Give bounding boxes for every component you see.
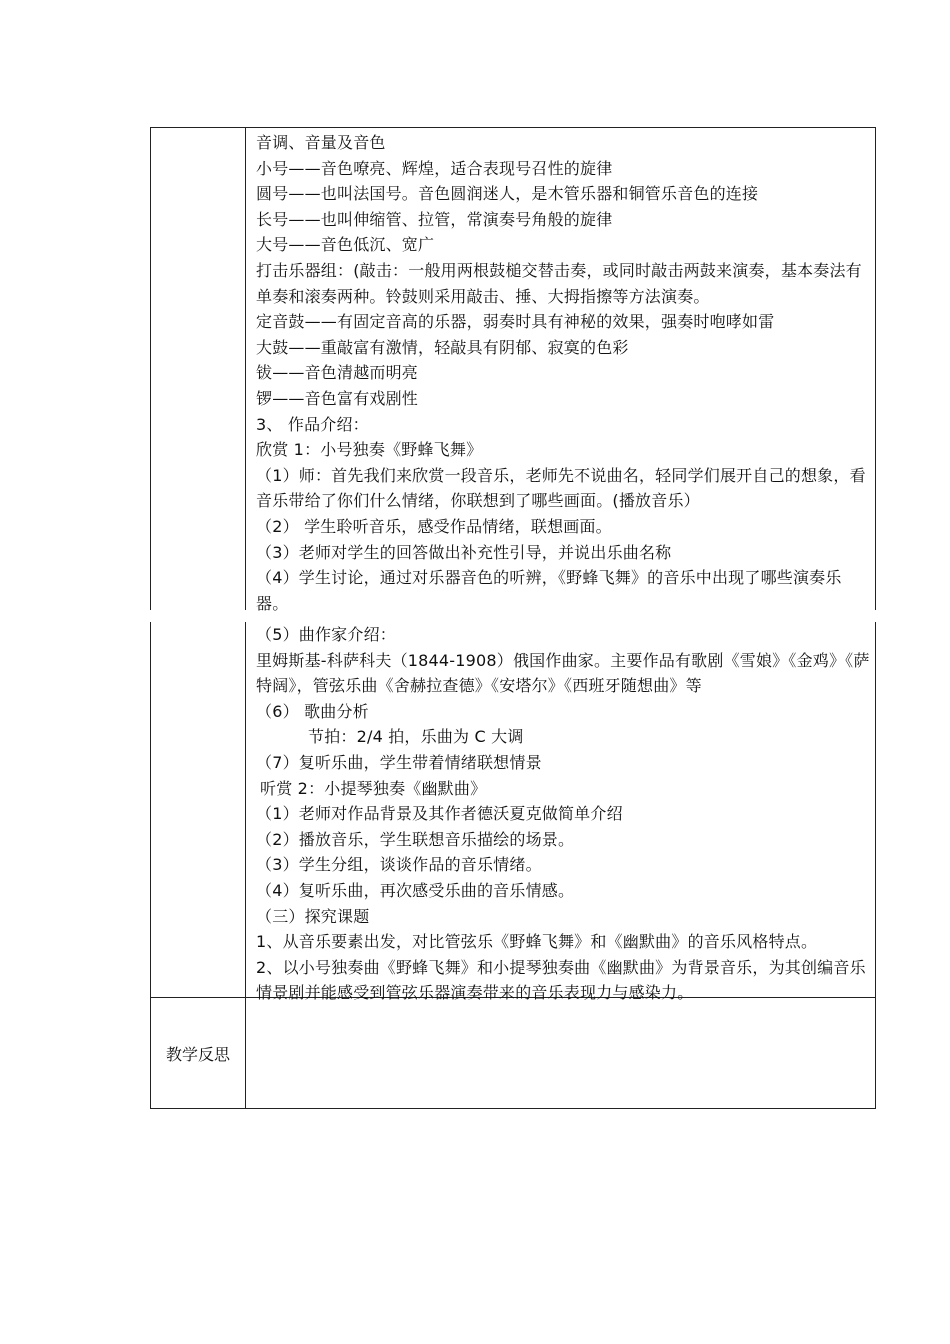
content-line: 1、从音乐要素出发，对比管弦乐《野蜂飞舞》和《幽默曲》的音乐风格特点。 <box>256 932 818 952</box>
content-line: 锣——音色富有戏剧性 <box>256 388 419 408</box>
content-line: 钹——音色清越而明亮 <box>256 363 419 383</box>
content-line: 2、以小号独奏曲《野蜂飞舞》和小提琴独奏曲《幽默曲》为背景音乐，为其创编音乐情景剧并能感受到管弦乐器演奏带来的音乐表现力与感染力。 <box>256 957 866 1003</box>
content-line: （4）学生讨论，通过对乐器音色的听辨，《野蜂飞舞》的音乐中出现了哪些演奏乐器。 <box>256 568 842 613</box>
content-line: 里姆斯基-科萨科夫（1844-1908）俄国作曲家。主要作品有歌剧《雪娘》《金鸡》《萨特阔》，管弦乐曲《舍赫拉查德》《安塔尔》《西班牙随想曲》等 <box>256 650 870 696</box>
content-line: （1）师：首先我们来欣赏一段音乐，老师先不说曲名，轻同学们展开自己的想象，看音乐带给了你们什么情绪，你联想到了哪些画面。(播放音乐） <box>256 465 866 511</box>
content-line: 听赏 2：小提琴独奏《幽默曲》 <box>260 778 487 798</box>
content-line: （3）老师对学生的回答做出补充性引导，并说出乐曲名称 <box>256 542 672 562</box>
column-divider <box>245 128 246 610</box>
content-line: 定音鼓——有固定音高的乐器，弱奏时具有神秘的效果，强奏时咆哮如雷 <box>256 312 775 332</box>
content-line: 圆号——也叫法国号。音色圆润迷人，是木管乐器和铜管乐音色的连接 <box>256 184 759 204</box>
content-line: 大鼓——重敲富有激情，轻敲具有阴郁、寂寞的色彩 <box>256 337 629 357</box>
column-divider <box>245 622 246 1108</box>
content-line: 欣赏 1：小号独奏《野蜂飞舞》 <box>256 440 483 460</box>
content-line: （7）复听乐曲，学生带着情绪联想情景 <box>256 752 542 772</box>
content-line: 小号——音色嘹亮、辉煌，适合表现号召性的旋律 <box>256 158 613 178</box>
teaching-reflection-label: 教学反思 <box>165 1044 230 1064</box>
content-line: 节拍：2/4 拍，乐曲为 C 大调 <box>308 727 524 747</box>
content-line: （2） 学生聆听音乐，感受作品情绪，联想画面。 <box>256 516 612 536</box>
lesson-content-lower <box>256 622 871 1006</box>
content-line: （5）曲作家介绍： <box>256 625 396 644</box>
content-line: 3、 作品介绍： <box>256 414 369 434</box>
content-line: （4）复听乐曲，再次感受乐曲的音乐情感。 <box>256 880 575 900</box>
content-line: 长号——也叫伸缩管、拉管，常演奏号角般的旋律 <box>256 209 613 229</box>
content-line: （2）播放音乐，学生联想音乐描绘的场景。 <box>256 829 575 849</box>
lesson-table-upper <box>150 127 876 613</box>
content-line: 大号——音色低沉、宽广 <box>256 235 435 255</box>
content-line: （1）老师对作品背景及其作者德沃夏克做简单介绍 <box>256 804 623 824</box>
lesson-table-lower <box>150 622 876 1109</box>
lesson-content-upper <box>256 130 871 616</box>
content-line: （3）学生分组，谈谈作品的音乐情绪。 <box>256 855 542 875</box>
content-line: 打击乐器组：(敲击：一般用两根鼓槌交替击奏，或同时敲击两鼓来演奏，基本奏法有单奏和滚奏两种。铃鼓则采用敲击、捶、大拇指擦等方法演奏。 <box>256 260 862 306</box>
content-line: （三）探究课题 <box>256 906 370 926</box>
content-line: 音调、音量及音色 <box>256 133 386 152</box>
content-line: （6） 歌曲分析 <box>256 701 369 721</box>
